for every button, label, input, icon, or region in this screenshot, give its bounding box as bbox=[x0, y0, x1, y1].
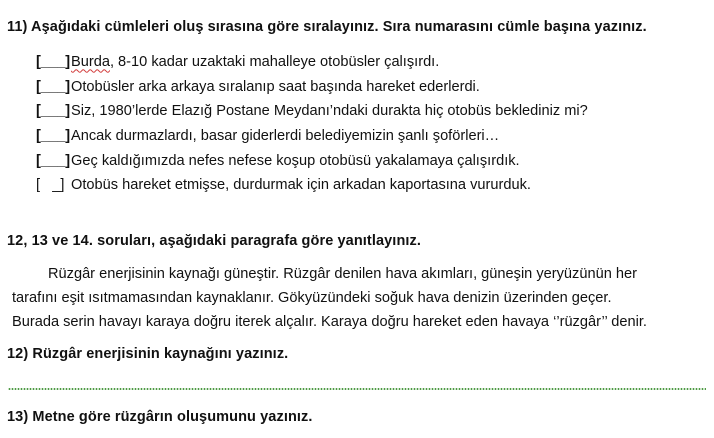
answer-bracket[interactable]: [___] bbox=[36, 78, 71, 95]
list-item bbox=[36, 99, 588, 124]
paragraph-line: tarafını eşit ısıtmamasından kaynaklanır. Gökyüzündeki soğuk hava denizin üzerinden geçer. bbox=[12, 290, 612, 307]
sentence-text: Siz, 1980’lerde Elazığ Postane Meydanı’ndaki durakta hiç otobüs beklediniz mi? bbox=[71, 103, 588, 120]
sentence-text: Otobüsler arka arkaya sıralanıp saat başında hareket ederlerdi. bbox=[71, 78, 480, 95]
question-13-title: 13) Metne göre rüzgârın oluşumunu yazınız. bbox=[7, 409, 313, 425]
paragraph-line: Burada serin havayı karaya doğru iterek alçalır. Karaya doğru hareket eden havaya ‘’rüzgâr’’ denir. bbox=[12, 314, 647, 331]
list-item bbox=[36, 148, 588, 173]
sentence-text: Otobüs hareket etmişse, durdurmak için arkadan kaportasına vururduk. bbox=[71, 177, 531, 194]
question-12-title: 12) Rüzgâr enerjisinin kaynağını yazınız. bbox=[7, 346, 289, 362]
sentence-text: Geç kaldığımızda nefes nefese koşup otobüsü yakalamaya çalışırdık. bbox=[71, 152, 520, 169]
answer-bracket[interactable]: [___] bbox=[36, 54, 71, 71]
list-item bbox=[36, 50, 588, 75]
question-11-title: 11) Aşağıdaki cümleleri oluş sırasına göre sıralayınız. Sıra numarasını cümle başına yazınız. bbox=[7, 19, 647, 35]
paragraph-line: Rüzgâr enerjisinin kaynağı güneştir. Rüzgâr denilen hava akımları, güneşin yeryüzünün her bbox=[48, 266, 637, 282]
sentence-rest: , 8-10 kadar uzaktaki mahalleye otobüsler çalışırdı. bbox=[109, 54, 440, 71]
reading-paragraph bbox=[12, 262, 712, 335]
list-item bbox=[36, 173, 588, 198]
ordering-list bbox=[36, 50, 588, 198]
sentence-text: Ancak durmazlardı, basar giderlerdi belediyemizin şanlı şoförleri… bbox=[71, 128, 500, 145]
answer-bracket[interactable]: [___] bbox=[36, 152, 71, 169]
answer-bracket[interactable]: [ _] bbox=[36, 177, 65, 194]
list-item bbox=[36, 124, 588, 149]
answer-bracket[interactable]: [___] bbox=[36, 103, 71, 120]
answer-bracket[interactable]: [___] bbox=[36, 128, 71, 145]
list-item bbox=[36, 75, 588, 100]
section-instruction-title: 12, 13 ve 14. soruları, aşağıdaki paragrafa göre yanıtlayınız. bbox=[7, 233, 422, 249]
sentence-text bbox=[71, 54, 439, 70]
answer-writing-line[interactable] bbox=[8, 387, 706, 391]
misspelled-word: Burda bbox=[71, 54, 110, 71]
